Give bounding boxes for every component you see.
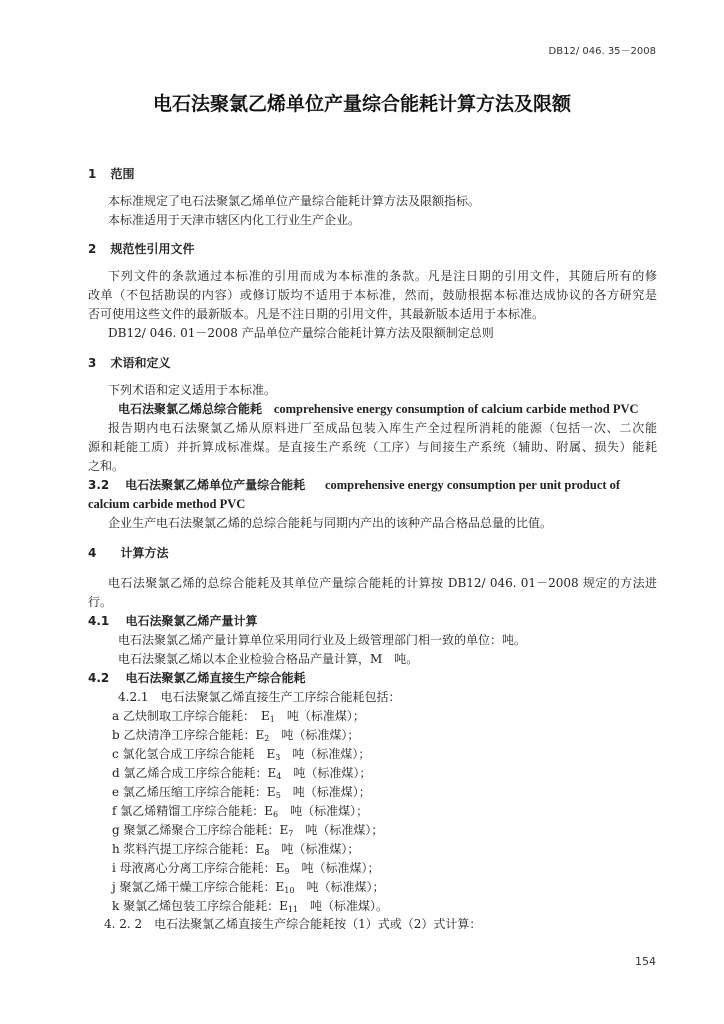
term-3-1 [118, 402, 639, 416]
section-title: 术语和定义 [110, 356, 171, 370]
item-text: c 氯化氢合成工序综合能耗 E [112, 747, 276, 761]
paragraph-line: 电石法聚氯乙烯的总综合能耗及其单位产量综合能耗的计算按 DB12/ 046. 01－2008 规定的方法进 [108, 576, 657, 590]
section-title: 计算方法 [120, 546, 169, 560]
process-list-item [112, 785, 371, 803]
item-unit: 吨（标准煤）； [269, 842, 360, 856]
section-1-heading [88, 167, 135, 181]
section-number: 4 [88, 546, 97, 560]
process-list-item [112, 861, 380, 879]
page-number: 154 [635, 955, 656, 968]
clause-4-2-2: 4. 2. 2 电石法聚氯乙烯直接生产综合能耗按（1）式或（2）式计算： [104, 917, 482, 931]
item-text: i 母液离心分离工序综合能耗：E [112, 861, 285, 875]
paragraph-line: 行。 [88, 595, 113, 609]
item-subscript: 11 [287, 905, 299, 914]
subsection-number: 4.1 [88, 614, 110, 628]
item-text: g 聚氯乙烯聚合工序综合能耗：E [112, 823, 289, 837]
definition-line: 源和耗能工质）并折算成标准煤。是直接生产系统（工序）与间接生产系统（辅助、附属、损失）能耗 [88, 440, 657, 454]
item-text: d 氯乙烯合成工序综合能耗：E [112, 766, 277, 780]
process-list-item [112, 842, 359, 860]
item-subscript: 3 [275, 753, 281, 762]
subsection-title: 电石法聚氯乙烯产量计算 [125, 614, 258, 628]
section-3-heading [88, 356, 171, 370]
process-list-item [112, 823, 383, 841]
item-subscript: 2 [264, 734, 270, 743]
item-text: j 聚氯乙烯干燥工序综合能耗：E [112, 880, 285, 894]
subsection-title: 电石法聚氯乙烯直接生产综合能耗 [125, 671, 306, 685]
process-list-item [112, 747, 370, 765]
process-list-item [112, 709, 365, 727]
item-unit: 吨（标准煤）； [294, 880, 385, 894]
item-unit: 吨（标准煤）； [269, 728, 360, 742]
reference-document: DB12/ 046. 01－2008 产品单位产量综合能耗计算方法及限额制定总则 [108, 326, 494, 340]
subsection-4-1-heading [88, 614, 257, 628]
section-title: 范围 [110, 167, 135, 181]
process-list-item [112, 766, 371, 784]
definition-line: 报告期内电石法聚氯乙烯从原料进厂至成品包装入库生产全过程所消耗的能源（包括一次、二次能 [108, 421, 657, 435]
item-subscript: 1 [269, 715, 275, 724]
process-list-item [112, 728, 359, 746]
subsection-4-2-heading [88, 671, 305, 685]
item-subscript: 4 [276, 772, 282, 781]
section-4-heading [88, 546, 169, 560]
paragraph: 电石法聚氯乙烯产量计算单位采用同行业及上级管理部门相一致的单位：吨。 [118, 633, 527, 647]
section-number: 3 [88, 356, 97, 370]
process-list-item [112, 880, 385, 898]
document-title: 电石法聚氯乙烯单位产量综合能耗计算方法及限额 [152, 93, 571, 115]
item-unit: 吨（标准煤）； [293, 823, 384, 837]
item-text: b 乙炔清净工序综合能耗：E [112, 728, 265, 742]
item-unit: 吨（标准煤）； [289, 861, 380, 875]
item-subscript: 7 [288, 829, 294, 838]
process-list-item [112, 899, 388, 917]
section-title: 规范性引用文件 [110, 242, 195, 256]
item-text: e 氯乙烯压缩工序综合能耗：E [112, 785, 276, 799]
item-text: h 浆料汽提工序综合能耗：E [112, 842, 265, 856]
item-subscript: 6 [273, 810, 279, 819]
item-text: f 氯乙烯精馏工序综合能耗：E [112, 804, 274, 818]
item-unit: 吨（标准煤）； [274, 709, 365, 723]
term-chinese: 电石法聚氯乙烯总综合能耗 [118, 402, 263, 416]
item-subscript: 8 [264, 848, 270, 857]
item-unit: 吨（标准煤）； [281, 766, 372, 780]
definition-line: 之和。 [88, 459, 125, 473]
item-text: a 乙炔制取工序综合能耗： E [112, 709, 270, 723]
term-chinese: 电石法聚氯乙烯单位产量综合能耗 [125, 478, 306, 492]
process-list-item [112, 804, 368, 822]
term-english: comprehensive energy consumption per unit product of [324, 478, 621, 492]
section-number: 2 [88, 242, 97, 256]
item-unit: 吨（标准煤）； [280, 785, 371, 799]
item-subscript: 10 [284, 886, 295, 895]
item-unit: 吨（标准煤）； [278, 804, 369, 818]
item-text: k 聚氯乙烯包装工序综合能耗：E [112, 899, 288, 913]
clause-4-2-1: 4.2.1 电石法聚氯乙烯直接生产工序综合能耗包括： [118, 690, 401, 704]
item-subscript: 5 [275, 791, 281, 800]
term-english: comprehensive energy consumption of calcium carbide method PVC [273, 402, 639, 416]
standard-code: DB12/ 046. 35－2008 [548, 46, 656, 57]
subsection-number: 4.2 [88, 671, 110, 685]
term-number: 3.2 [88, 478, 110, 492]
item-unit: 吨（标准煤）； [280, 747, 371, 761]
paragraph: 下列术语和定义适用于本标准。 [108, 383, 277, 397]
definition-line: 企业生产电石法聚氯乙烯的总综合能耗与同期内产出的该种产品合格品总量的比值。 [108, 516, 553, 530]
item-unit: 吨（标准煤）。 [298, 899, 389, 913]
section-2-heading [88, 242, 195, 256]
paragraph: 本标准适用于天津市辖区内化工行业生产企业。 [108, 213, 361, 227]
term-3-2 [88, 478, 620, 492]
paragraph-line: 否可使用这些文件的最新版本。凡是不注日期的引用文件，其最新版本适用于本标准。 [88, 307, 545, 321]
term-english-continued: calcium carbide method PVC [88, 497, 246, 511]
paragraph-line: 下列文件的条款通过本标准的引用而成为本标准的条款。凡是注日期的引用文件，其随后所有的修 [108, 269, 657, 283]
paragraph-line: 改单（不包括勘误的内容）或修订版均不适用于本标准，然而，鼓励根据本标准达成协议的各方研究是 [88, 288, 657, 302]
section-number: 1 [88, 167, 97, 181]
item-subscript: 9 [284, 867, 290, 876]
paragraph: 电石法聚氯乙烯以本企业检验合格品产量计算，M 吨。 [118, 652, 419, 666]
paragraph: 本标准规定了电石法聚氯乙烯单位产量综合能耗计算方法及限额指标。 [108, 194, 481, 208]
